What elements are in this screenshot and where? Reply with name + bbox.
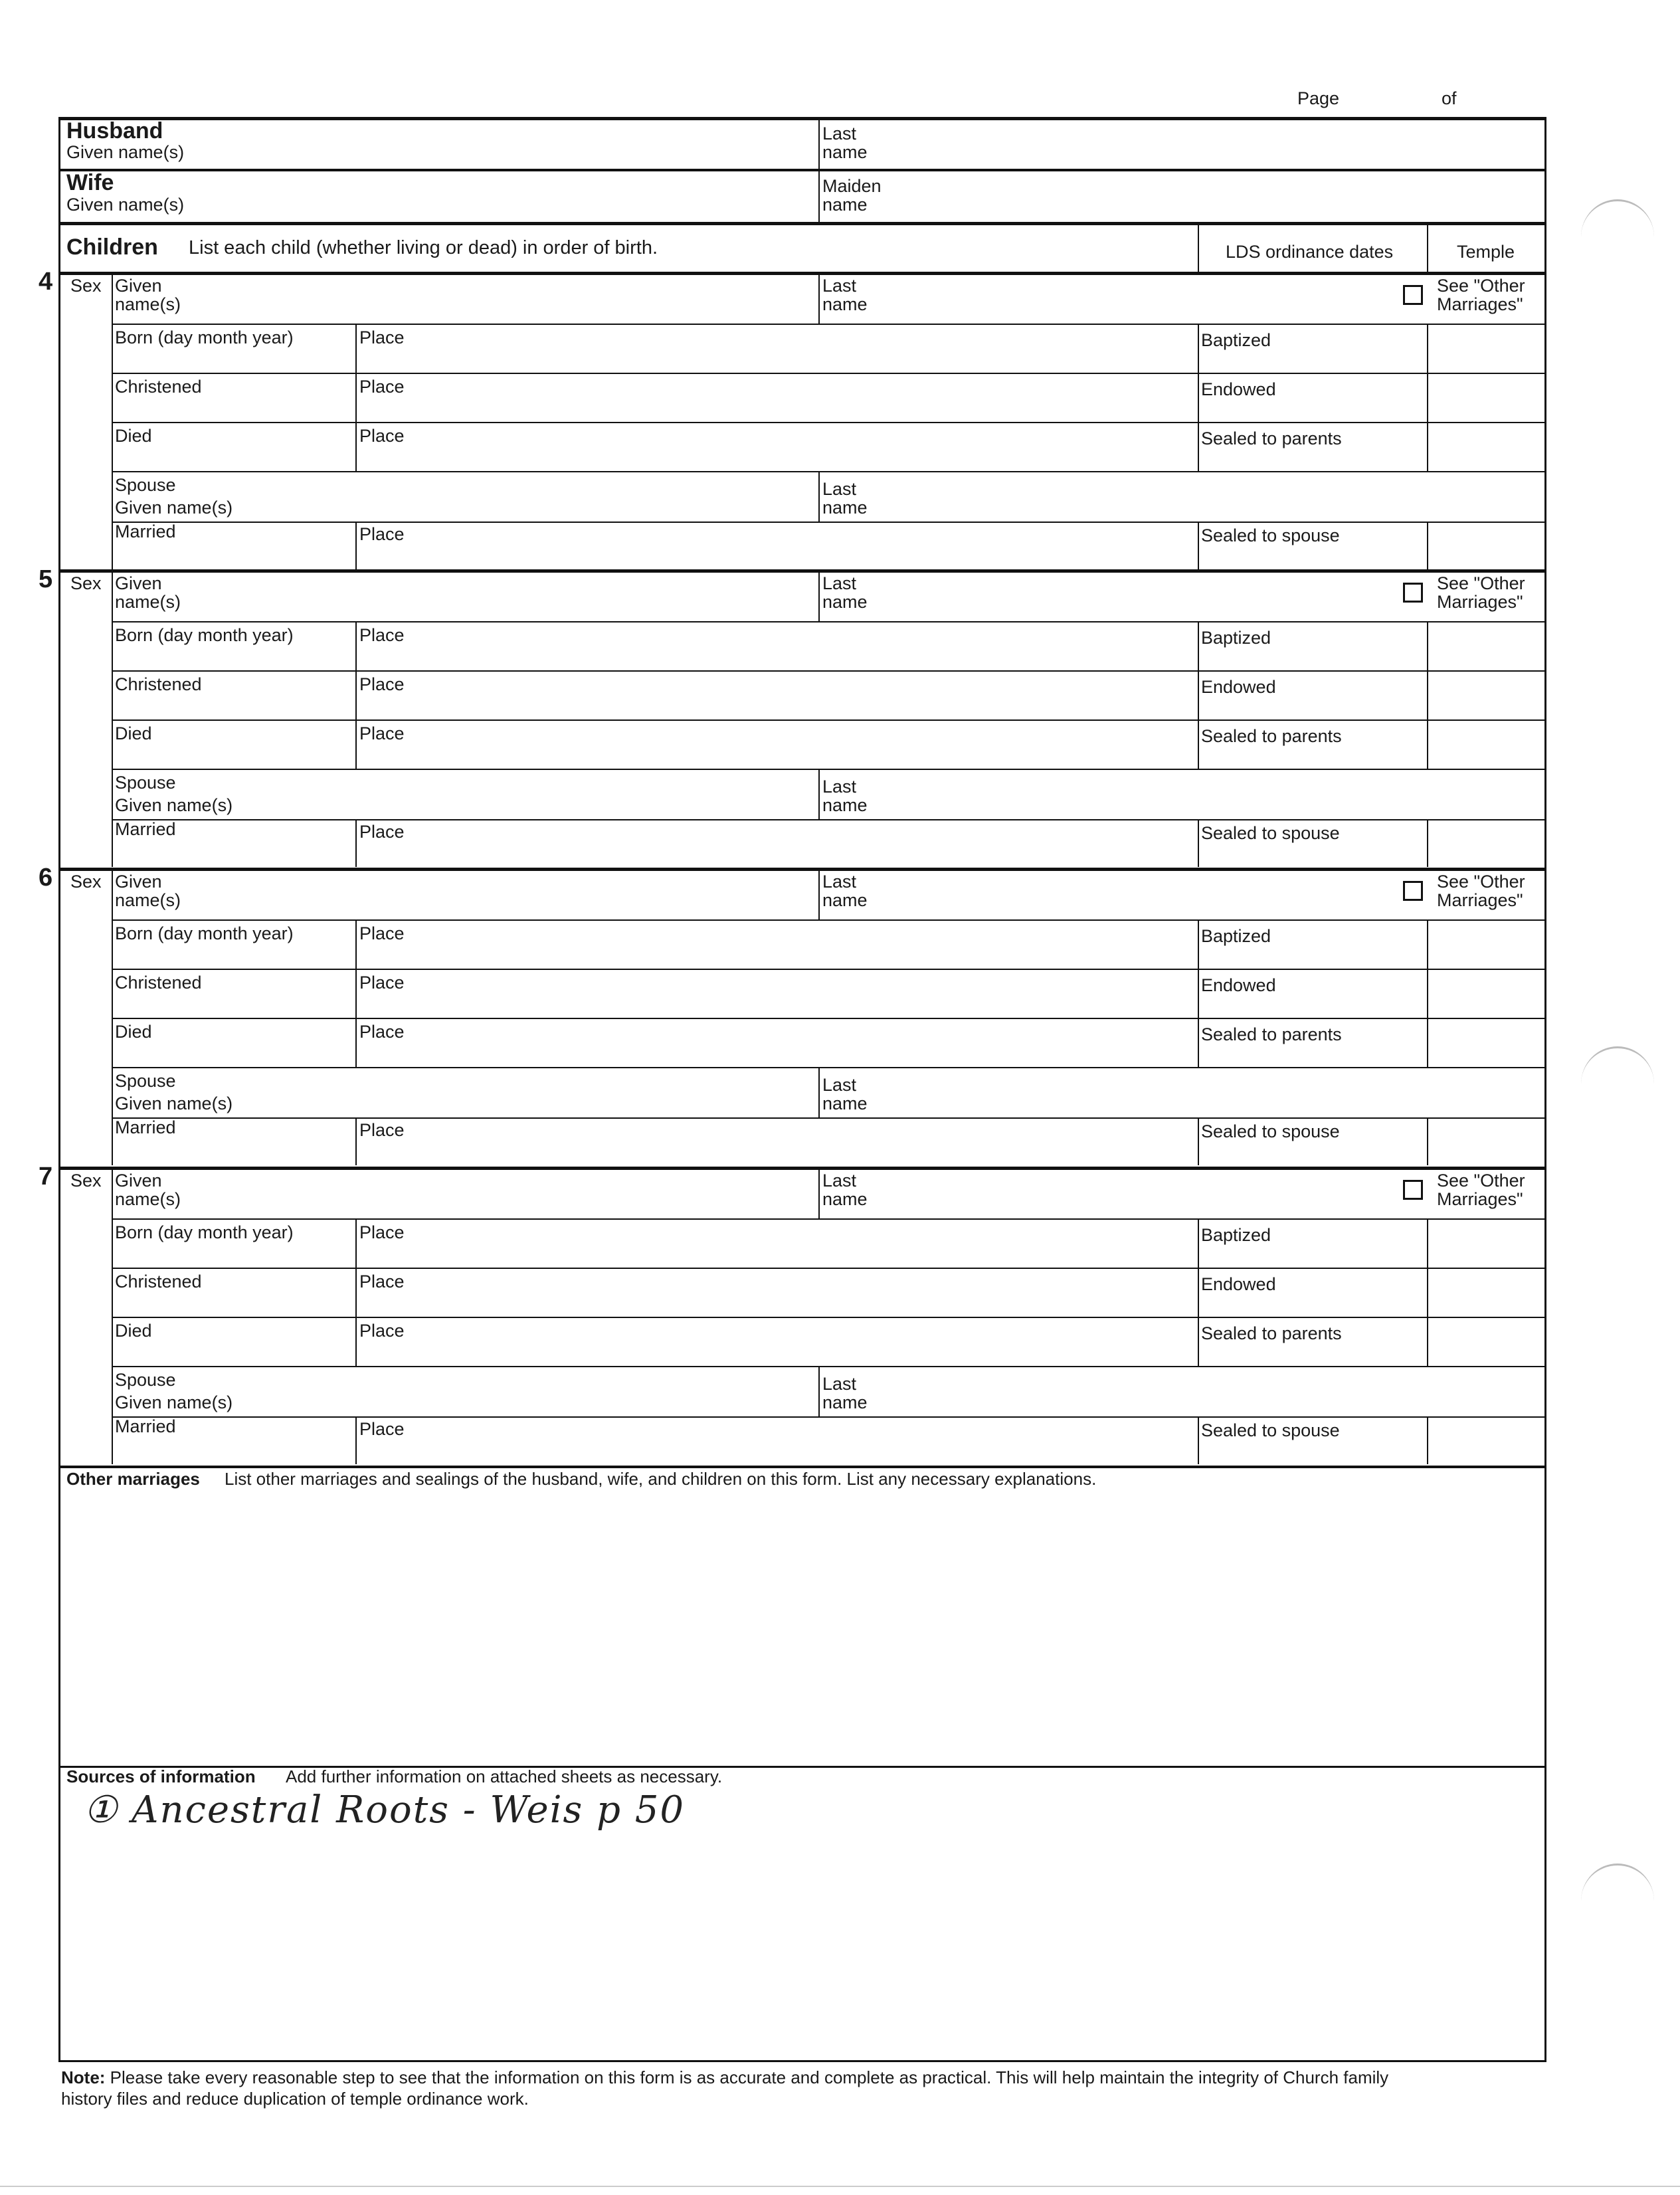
sealed-spouse-label: Sealed to spouse <box>1201 823 1340 843</box>
born-date-field[interactable] <box>114 1245 352 1265</box>
rule-line <box>1427 719 1428 769</box>
other-marriages-title: Other marriages <box>66 1469 200 1489</box>
rule-line <box>1427 919 1428 969</box>
children-title: Children <box>66 235 158 260</box>
rule-line <box>355 919 357 969</box>
given-label-2: name(s) <box>115 592 181 612</box>
endowed-date-field[interactable] <box>1201 1297 1424 1314</box>
punch-hole-bottom <box>1581 1863 1654 1939</box>
married-place-field[interactable] <box>359 843 1194 864</box>
rule-line <box>1427 1317 1428 1366</box>
place-label: Place <box>359 1022 405 1042</box>
died-date-field[interactable] <box>114 1044 352 1064</box>
endowed-temple-field[interactable] <box>1430 971 1543 1015</box>
baptized-date-field[interactable] <box>1201 949 1424 966</box>
sealed-spouse-label: Sealed to spouse <box>1201 1121 1340 1141</box>
endowed-temple-field[interactable] <box>1430 673 1543 717</box>
see-other-label-2: Marriages" <box>1437 592 1523 612</box>
baptized-temple-field[interactable] <box>1430 624 1543 668</box>
endowed-date-field[interactable] <box>1201 998 1424 1015</box>
sex-label: Sex <box>70 1171 102 1191</box>
rule-line <box>1198 1018 1199 1067</box>
place-label: Place <box>359 328 405 347</box>
page-label: Page <box>1297 88 1340 108</box>
rule-line <box>818 769 820 819</box>
christened-place-field[interactable] <box>359 697 1194 717</box>
husband-last-label: Last <box>822 124 857 143</box>
married-date-field[interactable] <box>114 543 352 567</box>
last-label-2: name <box>822 1189 868 1209</box>
rule-line <box>355 324 357 373</box>
rule-line <box>1198 373 1199 422</box>
rule-line <box>112 522 1546 523</box>
husband-title: Husband <box>66 118 163 143</box>
married-date-field[interactable] <box>114 840 352 864</box>
sex-field[interactable] <box>62 298 109 325</box>
place-label: Place <box>359 674 405 694</box>
other-marriages-checkbox[interactable] <box>1403 583 1423 603</box>
rule-line <box>355 1268 357 1317</box>
rule-line <box>58 272 1546 275</box>
sealed-parents-date-field[interactable] <box>1201 749 1424 766</box>
rule-line <box>112 719 1546 721</box>
temple-label: Temple <box>1457 242 1515 262</box>
place-label: Place <box>359 377 405 397</box>
punch-hole-middle <box>1581 1046 1654 1121</box>
married-date-field[interactable] <box>114 1139 352 1163</box>
see-other-label: See "Other <box>1437 1171 1525 1191</box>
sealed-parents-temple-field[interactable] <box>1430 722 1543 766</box>
other-marriages-checkbox[interactable] <box>1403 881 1423 901</box>
wife-title: Wife <box>66 170 114 195</box>
born-place-field[interactable] <box>359 1245 1194 1265</box>
christened-date-field[interactable] <box>114 995 352 1015</box>
other-marriages-checkbox[interactable] <box>1403 1180 1423 1200</box>
given-label: Given <box>115 1171 162 1191</box>
children-instructions: List each child (whether living or dead) in order of birth. <box>189 237 658 258</box>
rule-line <box>355 621 357 670</box>
sealed-parents-date-field[interactable] <box>1201 451 1424 468</box>
sealed-parents-date-field[interactable] <box>1201 1346 1424 1363</box>
spouse-last-label: Last <box>822 1075 857 1095</box>
rule-line <box>112 919 1546 921</box>
sealed-spouse-date-field[interactable] <box>1201 1442 1424 1462</box>
rule-line <box>355 522 357 569</box>
wife-maiden-label-2: name <box>822 195 868 215</box>
rule-line <box>1427 324 1428 373</box>
child-number: 6 <box>39 864 53 892</box>
spouse-last-name-field[interactable] <box>884 476 1541 520</box>
born-label: Born (day month year) <box>115 923 294 943</box>
rule-line <box>1427 969 1428 1018</box>
sex-field[interactable] <box>62 596 109 622</box>
rule-line <box>58 1167 1546 1170</box>
rule-line <box>355 373 357 422</box>
rule-line <box>1427 1117 1428 1165</box>
died-date-field[interactable] <box>114 746 352 766</box>
place-label: Place <box>359 1222 405 1242</box>
spouse-last-label-2: name <box>822 795 868 815</box>
rule-line <box>112 670 1546 672</box>
spouse-given-label: Given name(s) <box>115 795 233 815</box>
christened-label: Christened <box>115 1272 202 1291</box>
wife-given-label: Given name(s) <box>66 195 185 215</box>
rule-line <box>1427 819 1428 867</box>
died-place-field[interactable] <box>359 448 1194 468</box>
rule-line <box>112 1067 1546 1068</box>
died-date-field[interactable] <box>114 448 352 468</box>
see-other-label: See "Other <box>1437 276 1525 296</box>
child-given-name-field[interactable] <box>226 1172 810 1216</box>
baptized-label: Baptized <box>1201 926 1271 946</box>
sources-handwritten-entry: ① Ancestral Roots - Weis p 50 <box>84 1788 685 1832</box>
died-label: Died <box>115 1321 152 1341</box>
sex-label: Sex <box>70 872 102 892</box>
see-other-label-2: Marriages" <box>1437 890 1523 910</box>
married-place-field[interactable] <box>359 1440 1194 1462</box>
rule-line <box>1427 621 1428 670</box>
place-label: Place <box>359 625 405 645</box>
born-place-field[interactable] <box>359 946 1194 966</box>
died-label: Died <box>115 1022 152 1042</box>
rule-line <box>1198 719 1199 769</box>
sources-instructions: Add further information on attached sheets as necessary. <box>286 1766 723 1786</box>
born-date-field[interactable] <box>114 350 352 370</box>
place-label: Place <box>359 723 405 743</box>
sealed-parents-label: Sealed to parents <box>1201 726 1342 746</box>
rule-line <box>112 1366 1546 1367</box>
died-place-field[interactable] <box>359 1044 1194 1064</box>
punch-hole-top <box>1581 199 1654 274</box>
rule-line <box>1198 819 1199 867</box>
rule-line <box>1198 670 1199 719</box>
place-label: Place <box>359 426 405 446</box>
endowed-label: Endowed <box>1201 1274 1276 1294</box>
place-label: Place <box>359 1419 405 1439</box>
born-date-field[interactable] <box>114 648 352 668</box>
endowed-label: Endowed <box>1201 975 1276 995</box>
rule-line <box>355 1218 357 1268</box>
endowed-label: Endowed <box>1201 379 1276 399</box>
christened-date-field[interactable] <box>114 697 352 717</box>
sealed-spouse-temple-field[interactable] <box>1430 1120 1543 1163</box>
given-label-2: name(s) <box>115 1189 181 1209</box>
place-label: Place <box>359 524 405 544</box>
spouse-given-name-field[interactable] <box>252 1371 810 1415</box>
rule-line <box>112 819 1546 820</box>
note-text-2: history files and reduce duplication of temple ordinance work. <box>61 2089 529 2109</box>
rule-line <box>1198 621 1199 670</box>
sealed-parents-label: Sealed to parents <box>1201 1323 1342 1343</box>
rule-line <box>1427 1018 1428 1067</box>
baptized-label: Baptized <box>1201 1225 1271 1245</box>
rule-line <box>818 471 820 522</box>
rule-line <box>112 621 1546 622</box>
rule-line <box>112 324 1546 325</box>
child-last-name-field[interactable] <box>884 873 1388 917</box>
place-label: Place <box>359 1321 405 1341</box>
other-marriages-instructions: List other marriages and sealings of the husband, wife, and children on this form. List any necessary explanations. <box>225 1469 1097 1489</box>
christened-place-field[interactable] <box>359 1294 1194 1314</box>
spouse-last-label: Last <box>822 479 857 499</box>
married-label: Married <box>115 819 176 839</box>
child-given-name-field[interactable] <box>226 575 810 619</box>
spouse-last-label: Last <box>822 1374 857 1394</box>
rule-line <box>355 719 357 769</box>
christened-place-field[interactable] <box>359 399 1194 419</box>
spouse-given-name-field[interactable] <box>252 1072 810 1116</box>
child-given-name-field[interactable] <box>226 873 810 917</box>
child-last-name-field[interactable] <box>884 575 1388 619</box>
sealed-spouse-temple-field[interactable] <box>1430 524 1543 567</box>
rule-line <box>1427 1268 1428 1317</box>
rule-line <box>1198 522 1199 569</box>
rule-line <box>818 870 820 919</box>
born-place-field[interactable] <box>359 648 1194 668</box>
child-given-name-field[interactable] <box>226 277 810 321</box>
endowed-label: Endowed <box>1201 677 1276 697</box>
last-label-2: name <box>822 294 868 314</box>
rule-line <box>818 274 820 324</box>
born-place-field[interactable] <box>359 350 1194 370</box>
sealed-parents-label: Sealed to parents <box>1201 1024 1342 1044</box>
sealed-parents-temple-field[interactable] <box>1430 425 1543 468</box>
endowed-temple-field[interactable] <box>1430 375 1543 419</box>
rule-line <box>112 1317 1546 1318</box>
sex-field[interactable] <box>62 1193 109 1220</box>
baptized-date-field[interactable] <box>1201 353 1424 370</box>
rule-line <box>1198 969 1199 1018</box>
baptized-temple-field[interactable] <box>1430 326 1543 370</box>
see-other-label: See "Other <box>1437 573 1525 593</box>
place-label: Place <box>359 1120 405 1140</box>
place-label: Place <box>359 1272 405 1291</box>
rule-line <box>355 1018 357 1067</box>
baptized-date-field[interactable] <box>1201 650 1424 668</box>
rule-line <box>112 1416 1546 1418</box>
born-label: Born (day month year) <box>115 328 294 347</box>
christened-date-field[interactable] <box>114 399 352 419</box>
married-place-field[interactable] <box>359 545 1194 567</box>
rule-line <box>112 1218 1546 1220</box>
born-date-field[interactable] <box>114 946 352 966</box>
rule-line <box>58 569 1546 573</box>
sources-area[interactable] <box>61 1834 1542 2056</box>
rule-line <box>112 1117 1546 1119</box>
other-marriages-area[interactable] <box>61 1491 1542 1764</box>
baptized-label: Baptized <box>1201 330 1271 350</box>
of-label: of <box>1442 88 1457 108</box>
sealed-parents-date-field[interactable] <box>1201 1047 1424 1064</box>
spouse-given-name-field[interactable] <box>252 476 810 520</box>
last-label: Last <box>822 1171 857 1191</box>
rule-line <box>112 422 1546 423</box>
note-title: Note: <box>61 2067 106 2087</box>
married-label: Married <box>115 522 176 541</box>
born-label: Born (day month year) <box>115 625 294 645</box>
note-line-1 <box>61 2067 1388 2087</box>
rule-line <box>1198 1416 1199 1464</box>
sealed-spouse-date-field[interactable] <box>1201 844 1424 864</box>
spouse-last-label-2: name <box>822 1094 868 1113</box>
child-number: 7 <box>39 1163 53 1191</box>
lds-ordinance-dates-label: LDS ordinance dates <box>1226 242 1394 262</box>
husband-given-label: Given name(s) <box>66 142 185 162</box>
sealed-spouse-date-field[interactable] <box>1201 547 1424 567</box>
rule-line <box>818 1169 820 1218</box>
sealed-spouse-temple-field[interactable] <box>1430 1419 1543 1462</box>
rule-line <box>1427 1218 1428 1268</box>
baptized-date-field[interactable] <box>1201 1248 1424 1265</box>
spouse-last-name-field[interactable] <box>884 1072 1541 1116</box>
wife-maiden-label: Maiden <box>822 176 882 196</box>
rule-line <box>1198 1218 1199 1268</box>
spouse-label: Spouse <box>115 475 176 495</box>
see-other-label: See "Other <box>1437 872 1525 892</box>
other-marriages-checkbox[interactable] <box>1403 285 1423 305</box>
spouse-label: Spouse <box>115 1370 176 1390</box>
spouse-last-label-2: name <box>822 1392 868 1412</box>
died-place-field[interactable] <box>359 1343 1194 1363</box>
sealed-spouse-temple-field[interactable] <box>1430 822 1543 864</box>
rule-line <box>112 1268 1546 1269</box>
spouse-given-name-field[interactable] <box>252 774 810 818</box>
rule-line <box>355 1416 357 1464</box>
sealed-parents-label: Sealed to parents <box>1201 429 1342 448</box>
married-date-field[interactable] <box>114 1438 352 1462</box>
place-label: Place <box>359 923 405 943</box>
rule-line <box>1427 422 1428 471</box>
child-last-name-field[interactable] <box>884 277 1388 321</box>
married-label: Married <box>115 1117 176 1137</box>
rule-line <box>58 868 1546 871</box>
rule-line <box>1427 1416 1428 1464</box>
sex-label: Sex <box>70 276 102 296</box>
spouse-given-label: Given name(s) <box>115 498 233 518</box>
rule-line <box>355 819 357 867</box>
baptized-temple-field[interactable] <box>1430 1221 1543 1265</box>
christened-label: Christened <box>115 973 202 993</box>
child-number: 4 <box>39 268 53 296</box>
rule-line <box>1427 670 1428 719</box>
last-label-2: name <box>822 890 868 910</box>
given-label-2: name(s) <box>115 294 181 314</box>
child-last-name-field[interactable] <box>884 1172 1388 1216</box>
given-label: Given <box>115 276 162 296</box>
rule-line <box>112 373 1546 374</box>
married-place-field[interactable] <box>359 1141 1194 1163</box>
spouse-label: Spouse <box>115 773 176 793</box>
rule-line <box>355 1117 357 1165</box>
rule-line <box>1427 522 1428 569</box>
endowed-date-field[interactable] <box>1201 402 1424 419</box>
rule-line <box>1198 1268 1199 1317</box>
married-label: Married <box>115 1416 176 1436</box>
endowed-temple-field[interactable] <box>1430 1270 1543 1314</box>
endowed-date-field[interactable] <box>1201 700 1424 717</box>
baptized-temple-field[interactable] <box>1430 922 1543 966</box>
sealed-spouse-date-field[interactable] <box>1201 1143 1424 1163</box>
rule-line <box>1427 373 1428 422</box>
last-label-2: name <box>822 592 868 612</box>
see-other-label-2: Marriages" <box>1437 1189 1523 1209</box>
rule-line <box>1198 1117 1199 1165</box>
sealed-parents-temple-field[interactable] <box>1430 1319 1543 1363</box>
rule-line <box>112 1018 1546 1019</box>
place-label: Place <box>359 973 405 993</box>
spouse-last-label: Last <box>822 777 857 797</box>
last-label: Last <box>822 276 857 296</box>
see-other-label-2: Marriages" <box>1437 294 1523 314</box>
baptized-label: Baptized <box>1201 628 1271 648</box>
sources-title: Sources of information <box>66 1766 256 1786</box>
last-label: Last <box>822 872 857 892</box>
rule-line <box>1198 919 1199 969</box>
rule-line <box>818 1366 820 1416</box>
spouse-given-label: Given name(s) <box>115 1094 233 1113</box>
sex-field[interactable] <box>62 894 109 921</box>
died-label: Died <box>115 426 152 446</box>
christened-date-field[interactable] <box>114 1294 352 1314</box>
died-label: Died <box>115 723 152 743</box>
spouse-last-label-2: name <box>822 498 868 518</box>
rule-line <box>1198 422 1199 471</box>
spouse-label: Spouse <box>115 1071 176 1091</box>
place-label: Place <box>359 822 405 842</box>
rule-line <box>1198 1317 1199 1366</box>
rule-line <box>112 769 1546 770</box>
rule-line <box>355 1317 357 1366</box>
christened-label: Christened <box>115 674 202 694</box>
rule-line <box>818 572 820 621</box>
rule-line <box>112 969 1546 970</box>
rule-line <box>355 670 357 719</box>
sealed-parents-temple-field[interactable] <box>1430 1020 1543 1064</box>
sealed-spouse-label: Sealed to spouse <box>1201 1420 1340 1440</box>
rule-line <box>818 1067 820 1117</box>
spouse-last-name-field[interactable] <box>884 774 1541 818</box>
spouse-given-label: Given name(s) <box>115 1392 233 1412</box>
husband-last-label-2: name <box>822 142 868 162</box>
died-place-field[interactable] <box>359 746 1194 766</box>
last-label: Last <box>822 573 857 593</box>
rule-line <box>355 969 357 1018</box>
given-label-2: name(s) <box>115 890 181 910</box>
spouse-last-name-field[interactable] <box>884 1371 1541 1415</box>
christened-label: Christened <box>115 377 202 397</box>
sealed-spouse-label: Sealed to spouse <box>1201 525 1340 545</box>
given-label: Given <box>115 872 162 892</box>
died-date-field[interactable] <box>114 1343 352 1363</box>
born-label: Born (day month year) <box>115 1222 294 1242</box>
sex-label: Sex <box>70 573 102 593</box>
rule-line <box>355 422 357 471</box>
rule-line <box>1198 324 1199 373</box>
rule-line <box>112 471 1546 472</box>
christened-place-field[interactable] <box>359 995 1194 1015</box>
given-label: Given <box>115 573 162 593</box>
child-number: 5 <box>39 565 53 593</box>
note-text-1: Please take every reasonable step to see that the information on this form is as accurate and complete as practical. This will help maintain the integrity of Church family <box>110 2067 1389 2087</box>
